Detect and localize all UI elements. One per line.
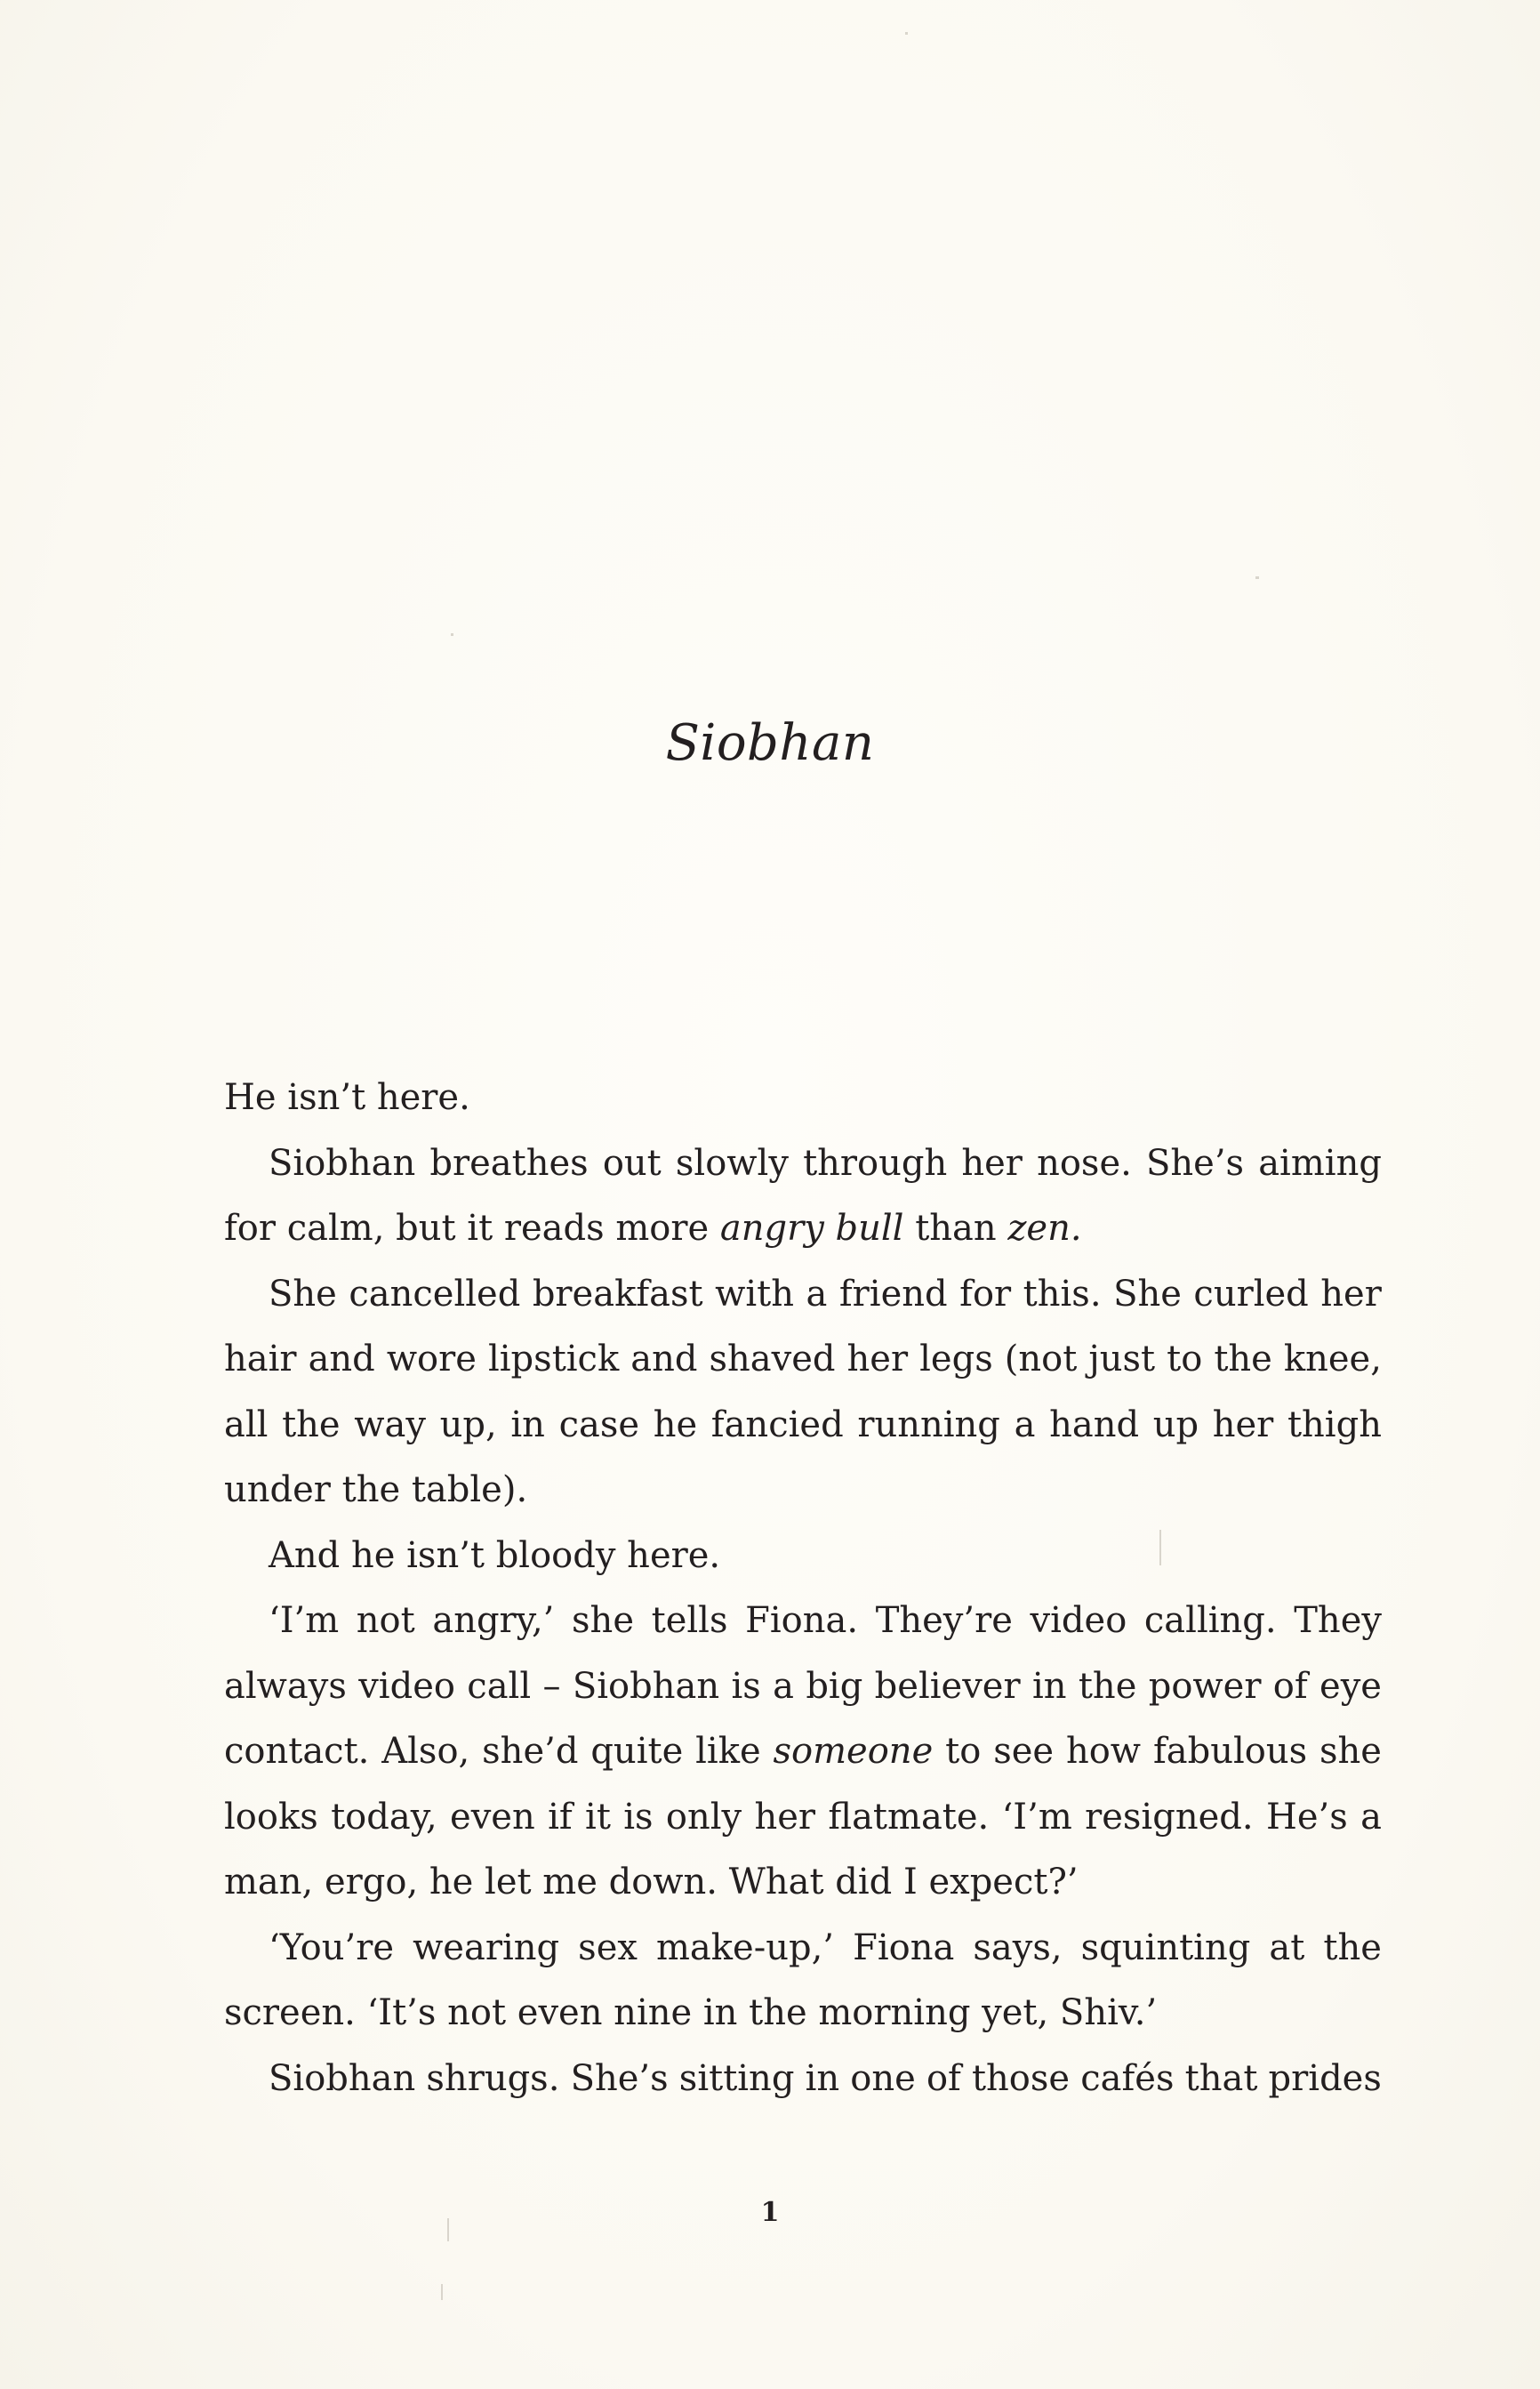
word: ‘I’m — [269, 1600, 340, 1641]
word: a — [1014, 1404, 1036, 1445]
word: Fiona. — [745, 1600, 859, 1641]
word: breakfast — [532, 1273, 703, 1315]
italic-text: zen. — [1007, 1208, 1082, 1249]
word: angry,’ — [432, 1600, 555, 1641]
word: only — [665, 1796, 742, 1838]
word: a — [806, 1273, 828, 1315]
text-line — [224, 1262, 1382, 1328]
word: the — [1214, 1339, 1272, 1380]
word: a — [1360, 1796, 1382, 1838]
text-span: man, ergo, he let me down. What did I expect?’ — [224, 1862, 1079, 1902]
text-line — [224, 1524, 1382, 1589]
word: in — [1031, 1665, 1067, 1707]
word: flatmate. — [828, 1796, 990, 1838]
paragraph — [224, 1131, 1382, 1262]
word: lipstick — [487, 1339, 620, 1380]
word: wore — [386, 1339, 477, 1380]
word: the — [1323, 1926, 1382, 1968]
word: just — [1088, 1339, 1156, 1380]
word: power — [1148, 1665, 1262, 1707]
word: her — [1212, 1404, 1274, 1445]
word: She’s — [1145, 1142, 1245, 1184]
text-line — [224, 1393, 1382, 1459]
word: ‘You’re — [269, 1926, 394, 1968]
text-line — [224, 1916, 1382, 1982]
word: Also, — [381, 1731, 470, 1772]
word: looks — [224, 1796, 318, 1838]
text-line — [224, 1850, 1382, 1916]
word: video — [358, 1665, 455, 1707]
word: Siobhan — [269, 2057, 416, 2099]
word: today, — [331, 1796, 437, 1838]
word: she — [1319, 1731, 1382, 1772]
word: to — [945, 1731, 982, 1772]
text-line — [224, 1981, 1382, 2047]
word: a — [773, 1665, 794, 1707]
paragraph — [224, 1589, 1382, 1916]
word: at — [1269, 1926, 1305, 1968]
word: up — [1152, 1404, 1199, 1445]
word: thigh — [1287, 1404, 1382, 1445]
word: that — [1184, 2057, 1258, 2099]
text-line — [224, 1719, 1382, 1785]
word: way — [354, 1404, 426, 1445]
word: with — [715, 1273, 794, 1315]
text-line — [224, 1654, 1382, 1720]
paragraph — [224, 2047, 1382, 2112]
text-span: than — [903, 1208, 1008, 1249]
word: her — [1320, 1273, 1382, 1315]
word: curled — [1193, 1273, 1309, 1315]
word: legs — [919, 1339, 993, 1380]
word: She — [1113, 1273, 1182, 1315]
text-span: And he isn’t bloody here. — [269, 1534, 721, 1576]
word: knee, — [1283, 1339, 1382, 1380]
paper-speck — [451, 633, 453, 636]
word: it — [585, 1796, 611, 1838]
word: squinting — [1080, 1926, 1251, 1968]
word: this. — [1023, 1273, 1102, 1315]
text-span: He isn’t here. — [224, 1077, 470, 1118]
word: for — [959, 1273, 1012, 1315]
word: not — [356, 1600, 415, 1641]
word: wearing — [413, 1926, 560, 1968]
chapter-title: Siobhan — [665, 714, 875, 772]
text-line — [224, 1589, 1382, 1654]
word: nose. — [1037, 1142, 1132, 1184]
word: cafés — [1080, 2057, 1175, 2099]
word: tells — [651, 1600, 728, 1641]
word: She — [269, 1273, 337, 1315]
paragraph — [224, 1066, 1382, 1131]
text-line — [224, 1785, 1382, 1851]
word: calling. — [1143, 1600, 1277, 1641]
word: like — [695, 1731, 761, 1772]
word: Siobhan — [572, 1665, 720, 1707]
word: eye — [1319, 1665, 1382, 1707]
word: the — [1078, 1665, 1137, 1707]
page-number: 1 — [760, 2197, 780, 2228]
word: – — [542, 1665, 561, 1707]
word: she — [572, 1600, 634, 1641]
paper-speck — [1255, 576, 1259, 579]
body-text — [224, 1066, 1382, 2111]
word: to — [1167, 1339, 1203, 1380]
word: is — [623, 1796, 654, 1838]
word: all — [224, 1404, 269, 1445]
text-line — [224, 1066, 1382, 1131]
word: of — [1272, 1665, 1308, 1707]
word: breathes — [429, 1142, 589, 1184]
word: of — [926, 2057, 961, 2099]
word: in — [805, 2057, 840, 2099]
paragraph — [224, 1262, 1382, 1524]
word: (not — [1004, 1339, 1078, 1380]
text-line — [224, 1196, 1382, 1262]
word: and — [630, 1339, 698, 1380]
paper-speck — [905, 32, 908, 35]
paper-speck — [441, 2284, 443, 2300]
word: running — [857, 1404, 1000, 1445]
word: see — [993, 1731, 1055, 1772]
word: shaved — [709, 1339, 836, 1380]
word: if — [548, 1796, 573, 1838]
word: hand — [1049, 1404, 1140, 1445]
text-line — [224, 1458, 1382, 1524]
word: those — [971, 2057, 1071, 2099]
word: She’s — [570, 2057, 669, 2099]
word: quite — [590, 1731, 684, 1772]
word: even — [450, 1796, 535, 1838]
word: how — [1065, 1731, 1142, 1772]
italic-text: angry bull — [719, 1208, 904, 1249]
word: in — [510, 1404, 545, 1445]
word: and — [308, 1339, 375, 1380]
word: resigned. — [1085, 1796, 1254, 1838]
word: They — [1294, 1600, 1382, 1641]
word: the — [282, 1404, 341, 1445]
word: shrugs. — [426, 2057, 560, 2099]
word: fabulous — [1152, 1731, 1308, 1772]
word: says, — [973, 1926, 1063, 1968]
word: her — [961, 1142, 1023, 1184]
text-span: for calm, but it reads more — [224, 1208, 720, 1249]
word: her — [846, 1339, 909, 1380]
word: up, — [439, 1404, 497, 1445]
word: Fiona — [853, 1926, 955, 1968]
word: out — [602, 1142, 662, 1184]
word: believer — [874, 1665, 1021, 1707]
word: someone — [773, 1731, 934, 1772]
word: sitting — [678, 2057, 795, 2099]
word: call — [467, 1665, 532, 1707]
word: big — [806, 1665, 863, 1707]
word: contact. — [224, 1731, 370, 1772]
word: case — [558, 1404, 640, 1445]
word: always — [224, 1665, 347, 1707]
word: one — [850, 2057, 916, 2099]
word: her — [754, 1796, 816, 1838]
word: He’s — [1265, 1796, 1348, 1838]
text-line — [224, 1327, 1382, 1393]
word: sex — [578, 1926, 638, 1968]
text-line — [224, 2047, 1382, 2112]
paragraph — [224, 1916, 1382, 2047]
word: Siobhan — [269, 1142, 416, 1184]
text-span: screen. ‘It’s not even nine in the morning yet, Shiv.’ — [224, 1992, 1158, 2033]
word: she’d — [482, 1731, 579, 1772]
paragraph — [224, 1524, 1382, 1589]
word: through — [803, 1142, 948, 1184]
word: They’re — [875, 1600, 1013, 1641]
word: make-up,’ — [656, 1926, 834, 1968]
word: he — [653, 1404, 698, 1445]
word: video — [1030, 1600, 1127, 1641]
word: hair — [224, 1339, 297, 1380]
word: aiming — [1258, 1142, 1382, 1184]
word: ‘I’m — [1001, 1796, 1072, 1838]
text-line — [224, 1131, 1382, 1197]
word: cancelled — [349, 1273, 521, 1315]
word: slowly — [675, 1142, 789, 1184]
word: prides — [1268, 2057, 1382, 2099]
word: is — [731, 1665, 761, 1707]
word: fancied — [710, 1404, 844, 1445]
word: friend — [838, 1273, 948, 1315]
text-span: under the table). — [224, 1469, 528, 1510]
